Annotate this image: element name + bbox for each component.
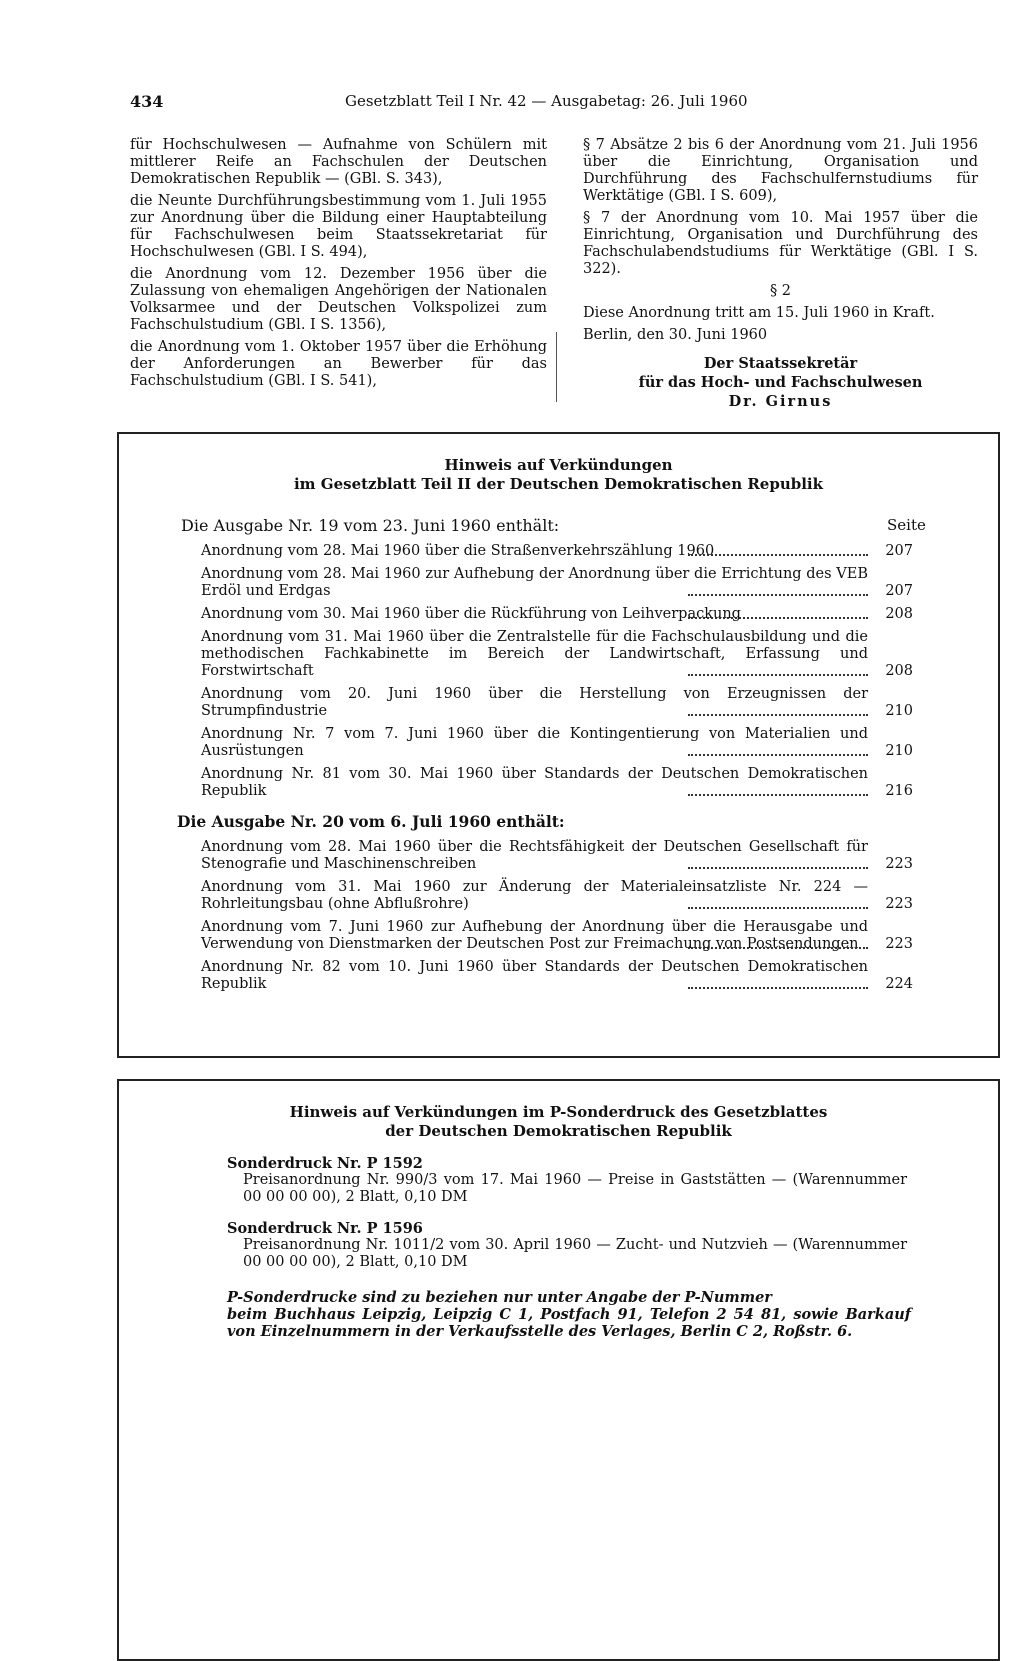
box-title-line: Hinweis auf Verkündungen	[444, 456, 673, 474]
left-paragraph: die Anordnung vom 12. Dezember 1956 über die Zulassung von ehemaligen Angehörigen der Nationalen Volksarmee und der Deutschen Volkspolizei zum Fachschulstudium (GBl. I S. 1356),	[130, 266, 547, 333]
notice-box-p-sonderdruck	[117, 1079, 1000, 1661]
list-item: Anordnung vom 28. Mai 1960 über die Straßenverkehrszählung 1960 207	[201, 543, 868, 560]
page-ref: 223	[885, 856, 913, 872]
page-ref: 210	[885, 743, 913, 759]
page-ref: 207	[885, 543, 913, 559]
issue-label: Die Ausgabe Nr. 20 vom 6. Juli 1960 enthält:	[177, 812, 565, 831]
section-mark: § 2	[769, 283, 792, 299]
place-date: Berlin, den 30. Juni 1960	[583, 327, 768, 343]
sonderdruck-item	[227, 1155, 907, 1206]
sonderdruck-title: Sonderdruck Nr. P 1596	[227, 1220, 423, 1237]
list-item: Anordnung Nr. 81 vom 30. Mai 1960 über Standards der Deutschen Demokratischen Republik 216	[201, 766, 913, 799]
issue-heading	[119, 812, 998, 836]
ordering-note	[227, 1289, 911, 1340]
right-paragraph: § 7 Absätze 2 bis 6 der Anordnung vom 21. Juli 1956 über die Einrichtung, Organisation und Durchführung des Fachschulfernstudiums für Werktätige (GBl. I S. 609),	[583, 137, 978, 204]
sonderdruck-item	[227, 1220, 907, 1271]
box-title-line: im Gesetzblatt Teil II der Deutschen Demokratischen Republik	[293, 475, 824, 493]
right-column	[583, 137, 978, 411]
list-item: Anordnung vom 31. Mai 1960 über die Zentralstelle für die Fachschulausbildung und die methodischen Fachkabinette im Bereich der Landwirtschaft, Erfassung und Forstwirtschaft 208	[201, 629, 913, 679]
page-ref: 208	[885, 606, 913, 622]
page-ref: 208	[885, 663, 913, 679]
page-ref: 210	[885, 703, 913, 719]
signature-block	[583, 354, 978, 411]
page-ref: 216	[885, 783, 913, 799]
list-item: Anordnung vom 28. Mai 1960 über die Rechtsfähigkeit der Deutschen Gesellschaft für Stenografie und Maschinenschreiben 223	[201, 839, 913, 872]
box-title	[119, 1103, 998, 1141]
left-paragraph: für Hochschulwesen — Aufnahme von Schülern mit mittlerer Reife an Fachschulen der Deutschen Demokratischen Republik — (GBl. S. 343),	[130, 137, 547, 187]
box-title	[119, 456, 998, 494]
sonderdruck-desc: Preisanordnung Nr. 1011/2 vom 30. April 1960 — Zucht- und Nutzvieh — (Warennummer 00 00 00 00), 2 Blatt, 0,10 DM	[243, 1237, 907, 1270]
box-title-line: Hinweis auf Verkündungen im P-Sonderdruck des Gesetzblattes	[289, 1103, 828, 1121]
notice-box-teil-ii	[117, 432, 1000, 1058]
note-line: beim Buchhaus Leipzig, Leipzig C 1, Postfach 91, Telefon 2 54 81, sowie Barkauf von Einzelnummern in der Verkaufsstelle des Verlages, Berlin C 2, Roßstr. 6.	[227, 1306, 911, 1340]
signature-office: für das Hoch- und Fachschulwesen	[638, 374, 923, 391]
signature-name: Dr. Girnus	[728, 393, 833, 410]
list-item: Anordnung vom 7. Juni 1960 zur Aufhebung der Anordnung über die Herausgabe und Verwendung von Dienstmarken der Deutschen Post zur Freimachung von Postsendungen 223	[201, 919, 913, 952]
right-paragraph: § 7 der Anordnung vom 10. Mai 1957 über die Einrichtung, Organisation und Durchführung des Fachschulabendstudiums für Werktätige (GBl. I S. 322).	[583, 210, 978, 277]
running-head: Gesetzblatt Teil I Nr. 42 — Ausgabetag: 26. Juli 1960	[345, 92, 748, 110]
page-ref: 223	[885, 936, 913, 952]
left-paragraph: die Neunte Durchführungsbestimmung vom 1. Juli 1955 zur Anordnung über die Bildung einer Hauptabteilung für Fachschulwesen beim Staatssekretariat für Hochschulwesen (GBl. I S. 494),	[130, 193, 547, 260]
page-ref: 224	[885, 976, 913, 992]
left-column	[130, 137, 547, 395]
list-item: Anordnung Nr. 7 vom 7. Juni 1960 über die Kontingentierung von Materialien und Ausrüstungen 210	[201, 726, 913, 759]
sonderdruck-desc: Preisanordnung Nr. 990/3 vom 17. Mai 1960 — Preise in Gaststätten — (Warennummer 00 00 00 00), 2 Blatt, 0,10 DM	[243, 1172, 907, 1205]
left-paragraph: die Anordnung vom 1. Oktober 1957 über die Erhöhung der Anforderungen an Bewerber für das Fachschulstudium (GBl. I S. 541),	[130, 339, 547, 389]
page-number: 434	[130, 92, 164, 111]
box-title-line: der Deutschen Demokratischen Republik	[385, 1122, 732, 1140]
page-header	[130, 92, 910, 116]
issue-label: Die Ausgabe Nr. 19 vom 23. Juni 1960 enthält:	[181, 516, 560, 535]
list-item: Anordnung vom 31. Mai 1960 zur Änderung der Materialeinsatzliste Nr. 224 — Rohrleitungsbau (ohne Abflußrohre) 223	[201, 879, 913, 912]
signature-title: Der Staatssekretär	[703, 355, 858, 372]
list-item: Anordnung Nr. 82 vom 10. Juni 1960 über Standards der Deutschen Demokratischen Republik 224	[201, 959, 913, 992]
section-text: Diese Anordnung tritt am 15. Juli 1960 in Kraft.	[583, 305, 935, 321]
page-ref: 207	[885, 583, 913, 599]
list-item: Anordnung vom 28. Mai 1960 zur Aufhebung der Anordnung über die Errichtung des VEB Erdöl und Erdgas 207	[201, 566, 913, 599]
note-line: P-Sonderdrucke sind zu beziehen nur unter Angabe der P-Nummer	[227, 1289, 772, 1306]
entry-list	[119, 839, 998, 993]
entry-list	[119, 543, 998, 800]
sonderdruck-title: Sonderdruck Nr. P 1592	[227, 1155, 423, 1172]
page-ref: 223	[885, 896, 913, 912]
list-item: Anordnung vom 20. Juni 1960 über die Herstellung von Erzeugnissen der Strumpfindustrie 210	[201, 686, 913, 719]
column-divider	[556, 332, 557, 402]
list-item: Anordnung vom 30. Mai 1960 über die Rückführung von Leihverpackung 208	[201, 606, 868, 623]
seite-label: Seite	[887, 516, 926, 534]
